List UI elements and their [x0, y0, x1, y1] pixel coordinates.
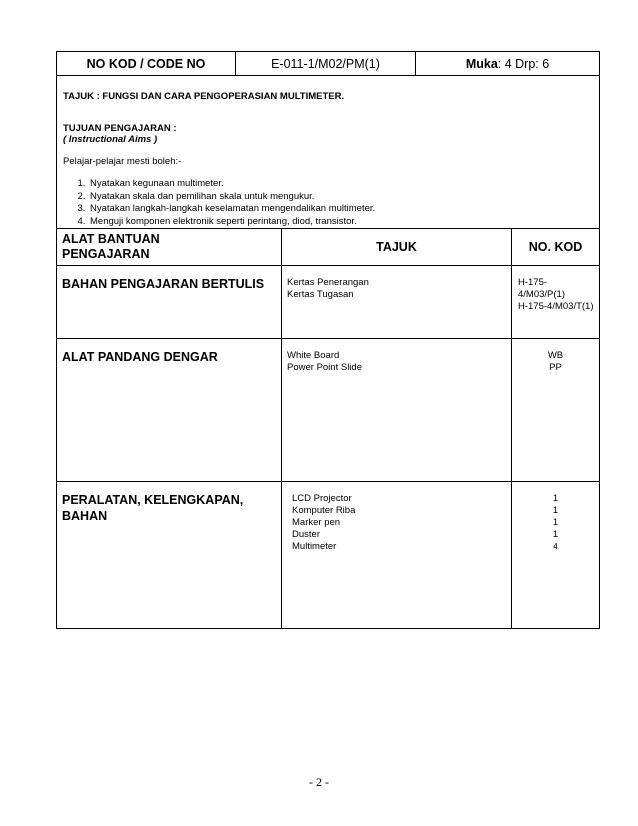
code-item: PP — [549, 362, 562, 373]
row-codes — [512, 339, 600, 482]
code-item: 1 — [552, 529, 559, 540]
objective-item: 2. Nyatakan skala dan pemilihan skala untuk mengukur. — [88, 191, 593, 204]
list-item: LCD Projector — [292, 493, 352, 504]
list-item: Komputer Riba — [292, 505, 356, 516]
objectives-box — [57, 76, 600, 229]
code-label: NO KOD / CODE NO — [57, 52, 236, 76]
col-header-resources — [57, 229, 282, 266]
code-item: WB — [547, 350, 564, 361]
code-item: 1 — [552, 517, 559, 528]
page-number: - 2 - — [309, 775, 329, 789]
page-value: : 4 Drp: 6 — [497, 56, 550, 71]
code-value: E-011-1/M02/PM(1) — [236, 52, 416, 76]
code-item: 1 — [552, 493, 559, 504]
list-item: Kertas Penerangan — [287, 277, 369, 288]
list-item: Power Point Slide — [287, 362, 362, 373]
table-row — [57, 266, 600, 339]
table-row — [57, 482, 600, 629]
col-header-title: TAJUK — [282, 229, 512, 266]
code-item: H-175-4/M03/T(1) — [518, 301, 594, 312]
page-info — [416, 52, 600, 76]
objective-item: 4. Menguji komponen elektronik seperti perintang, diod, transistor. — [88, 216, 593, 229]
topic-title: TAJUK : FUNGSI DAN CARA PENGOPERASIAN MULTIMETER. — [63, 91, 345, 102]
row-items — [282, 339, 512, 482]
page-label: Muka — [465, 56, 498, 71]
objectives-list — [63, 178, 593, 228]
list-item: Duster — [292, 529, 320, 540]
row-label-line: BAHAN — [62, 509, 108, 523]
row-label — [57, 266, 282, 339]
objective-item: 3. Nyatakan langkah-langkah keselamatan mengendalikan multimeter. — [88, 203, 593, 216]
list-item: Marker pen — [292, 517, 341, 528]
list-item: White Board — [287, 350, 340, 361]
row-label-line: PERALATAN, KELENGKAPAN, — [62, 493, 244, 507]
lesson-plan-form — [56, 51, 600, 629]
row-label-line: BAHAN PENGAJARAN BERTULIS — [62, 277, 265, 291]
objective-item: 1. Nyatakan kegunaan multimeter. — [88, 178, 593, 191]
code-item: H-175-4/M03/P(1) — [518, 277, 565, 300]
row-label-line: ALAT PANDANG DENGAR — [62, 350, 218, 364]
col-header-line: ALAT BANTUAN — [62, 232, 160, 246]
row-items — [282, 482, 512, 629]
row-codes — [512, 266, 600, 339]
row-codes — [512, 482, 600, 629]
col-header-code: NO. KOD — [512, 229, 600, 266]
resources-table — [56, 228, 600, 629]
list-item: Multimeter — [292, 541, 337, 552]
col-header-line: PENGAJARAN — [62, 247, 150, 261]
list-item: Kertas Tugasan — [287, 289, 354, 300]
objectives-heading: TUJUAN PENGAJARAN : — [63, 123, 177, 134]
code-item: 1 — [552, 505, 559, 516]
code-item: 4 — [553, 542, 558, 551]
row-label — [57, 339, 282, 482]
header-table — [56, 51, 600, 229]
instructional-aims-label: ( Instructional Aims ) — [63, 134, 158, 145]
row-label — [57, 482, 282, 629]
objectives-intro: Pelajar-pelajar mesti boleh:- — [63, 156, 182, 167]
row-items — [282, 266, 512, 339]
table-row — [57, 339, 600, 482]
